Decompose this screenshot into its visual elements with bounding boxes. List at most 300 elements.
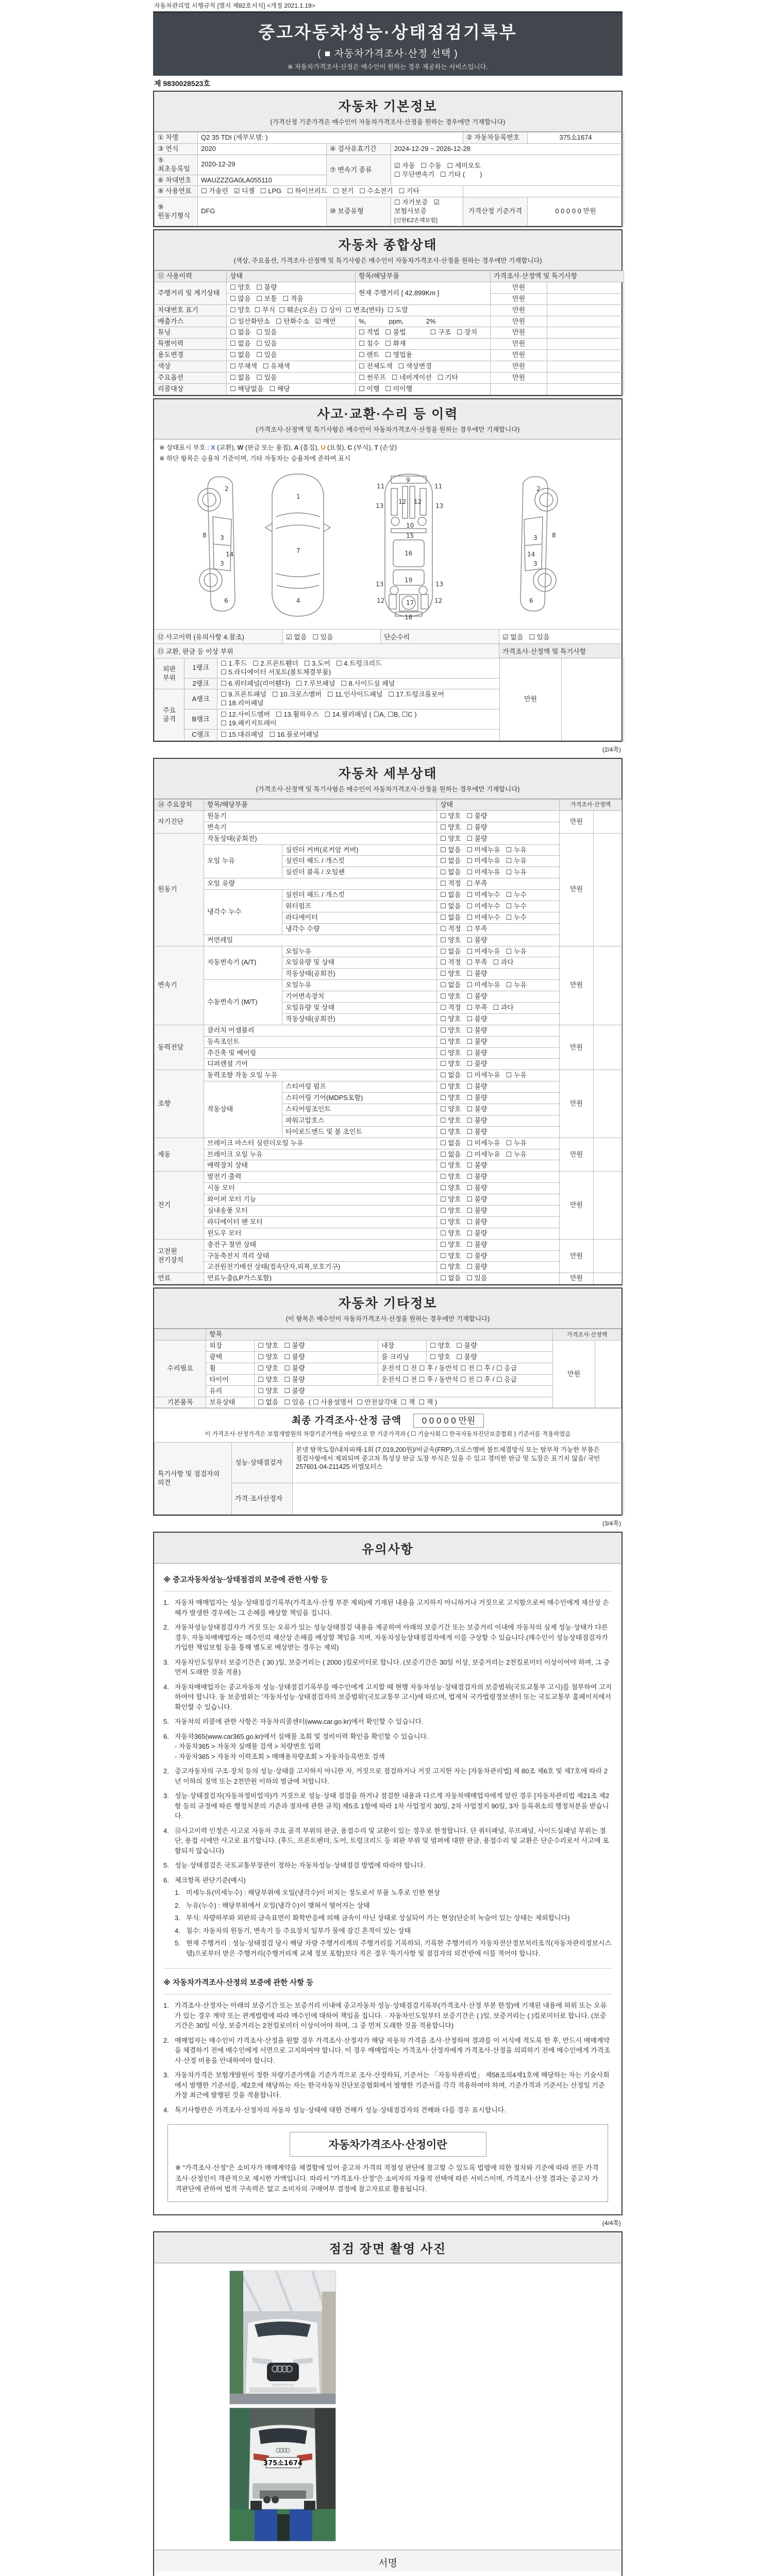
code-c-label: (부식),	[352, 444, 375, 451]
notice-subitem	[175, 1888, 612, 1898]
state: ☐ 양호 ☐ 불량	[437, 1250, 560, 1262]
item: 실린더 커버(로커암 커버)	[282, 844, 437, 856]
note-cell	[594, 1273, 622, 1284]
vin-mark-state: ☐ 양호 ☐ 부식 ☐ 훼손(오손) ☐ 상이 ☐ 변조(변타) ☐ 도말	[227, 304, 491, 316]
item-number: 1.	[175, 1889, 180, 1897]
state: ☐ 없음 ☐ 미세누유 ☐ 누유	[437, 1138, 560, 1149]
document-title: 중고자동차성능·상태점검기록부	[258, 23, 517, 42]
group-electric: 전기	[155, 1172, 204, 1239]
item-number: 4.	[163, 1683, 169, 1691]
rankB-label: B랭크	[184, 709, 217, 730]
recall-label: 리콜대상	[155, 383, 227, 395]
overall-table	[154, 270, 624, 395]
item: 시동 모터	[204, 1183, 437, 1194]
exchange-rank-table	[154, 658, 624, 741]
note-cell	[547, 282, 624, 293]
item-text: 자동차의 리콜에 관한 사항은 자동차리콜센터(www.car.go.kr)에서 확인할 수 있습니다.	[175, 1718, 424, 1726]
notice-subitem	[175, 1901, 612, 1911]
rankC-label: C랭크	[184, 730, 217, 741]
state: ☐ 없음 ☐ 있음	[437, 1273, 560, 1284]
state: ☐ 양호 ☐ 불량	[437, 991, 560, 1003]
code-u-label: (요철),	[325, 444, 348, 451]
table-row	[155, 304, 624, 316]
item: 기어변속장치	[282, 991, 437, 1003]
notice-heading-2: ※ 자동차가격조사·산정의 보증에 관한 사항 등	[163, 1968, 612, 1994]
code-a-label: (흠집),	[298, 444, 321, 451]
note-cell	[594, 1138, 622, 1172]
glass-label: 유리	[206, 1385, 255, 1397]
price-unit: 만원	[560, 1070, 594, 1138]
item: 실내송풍 모터	[204, 1206, 437, 1217]
item-text-main: 자동차365(www.car365.go.kr)에서 실매물 조회 및 정비이력 확인을 확인할 수 있습니다.	[175, 1732, 429, 1740]
col-state: 상태	[227, 271, 356, 282]
price-unit: 만원	[491, 338, 547, 350]
sub-operation: 작동상태	[204, 1081, 282, 1138]
item-number: 3.	[175, 1914, 180, 1922]
item: 동력조향 작동 오일 누유	[204, 1070, 437, 1081]
item-number: 6.	[163, 1732, 169, 1740]
empty-header	[155, 1329, 206, 1341]
price-unit: 만원	[560, 1138, 594, 1172]
state: ☐ 없음 ☐ 미세누수 ☐ 누수	[437, 912, 560, 923]
mileage-item: 현재 주행거리 [ 42,899Km ]	[356, 282, 491, 304]
state: ☐ 양호 ☐ 불량	[437, 1059, 560, 1070]
state: ☐ 없음 ☐ 미세누유 ☐ 누유	[437, 980, 560, 991]
document-subtitle: ( ■ 자동차가격조사·산정 선택 )	[317, 48, 458, 59]
definition-box-title: 자동차가격조사·산정이란	[290, 2132, 486, 2157]
note-cell	[594, 946, 622, 1025]
document-number: 제 9830028523호	[154, 79, 210, 88]
state: ☐ 적정 ☐ 부족	[437, 923, 560, 935]
state: ☐ 없음 ☐ 미세누수 ☐ 누수	[437, 890, 560, 901]
item-text: 침수: 자동차의 원동기, 변속기 등 주요장치 일부가 물에 잠긴 흔적이 있는 상태	[186, 1926, 411, 1935]
wheel-detail: 운전석 ☐ 전 ☐ 후 / 동반석 ☐ 전 ☐ 후 / ☐ 응급	[378, 1363, 553, 1374]
notice-item	[163, 1622, 612, 1653]
note-cell	[594, 1070, 622, 1138]
table-row	[155, 338, 624, 350]
notice-subitem	[175, 1913, 612, 1923]
emission-label: 배출가스	[155, 316, 227, 327]
price-unit: 만원	[560, 946, 594, 1025]
table-row	[155, 372, 624, 384]
item-number: 6.	[163, 1876, 169, 1884]
code-t: T	[374, 444, 378, 451]
accident-subtitle: (가격조사·산정액 및 특기사항은 매수인이 자동차가격조사·산정을 원하는 경우에만 기재합니다)	[256, 426, 520, 433]
warranty-insurer: [신한EZ손해보험]	[394, 217, 438, 224]
form-reference: 자동차관리법 시행규칙 [별지 제82호서식] <개정 2021.1.19>	[154, 2, 315, 9]
inspector-label: 성능·상태점검자	[232, 1443, 293, 1483]
engine-type-value: DFG	[198, 197, 327, 226]
item-text: 자동차성능상태점검자가 거짓 또는 오류가 있는 성능상태점검 내용을 제공하여 아래의 보증기간 또는 보증거리 이내에 자동차의 실제 성능·상태가 다른 경우, 자동차매매업자는 매수인의 재산상 손해를 배상할 책임을 지며, 자동차성능상태점검자에게 이를 구상할 수 있습니다.(매수인이 성능상태점검자가 가입한 책임보험 등을 통해 별도로 배상받는 경우는 제외)	[175, 1623, 608, 1652]
opinion-table	[154, 1442, 624, 1515]
col-use-history: ⑪ 사용이력	[155, 271, 227, 282]
section-etc-info	[153, 1287, 623, 1516]
item-text: 자동차매매업자는 중고자동차 성능·상태점검기록부를 매수인에게 고지할 때 현행 자동차성능·상태점검자의 보증범위(국토교통부 고시)를 첨부하여 고지하여야 합니다. 동 보증범위는 '자동차성능·상태점검자의 보증범위'(국토교통부 고시)에 따르며, 법제처 국가법령정보센터 또는 국토교통부 홈페이지에서 확인할 수 있습니다.	[175, 1683, 612, 1711]
item-text: 중고자동차의 구조·장치 등의 성능·상태를 고지하지 아니한 자, 거짓으로 점검하거나 거짓 고지한 자는 [자동차관리법] 제 80조 제6호 및 제7호에 따라 2년 이하의 징역 또는 2천만원 이하의 벌금에 처합니다.	[175, 1767, 608, 1785]
photos-title: 점검 장면 촬영 사진	[154, 2232, 621, 2263]
mileage-label: 주행거리 및 계기상태	[155, 282, 227, 304]
vin-mark-label: 차대번호 표기	[155, 304, 227, 316]
item-text-main: 체크항목 판단기준(예시)	[175, 1876, 246, 1884]
table-row	[155, 935, 622, 946]
item: 작동상태(공회전)	[204, 833, 437, 844]
state: ☐ 양호 ☐ 불량	[437, 1160, 560, 1172]
state: ☐ 양호 ☐ 불량	[437, 1228, 560, 1239]
detail-subtitle: (가격조사·산정액 및 특기사항은 매수인이 자동차가격조사·산정을 원하는 경우에만 기재합니다)	[256, 785, 520, 793]
price-unit: 만원	[560, 833, 594, 946]
svg-text:19: 19	[404, 576, 412, 584]
reg-no-label: ② 자동차등록번호	[463, 132, 528, 144]
page-marker-3: (3/4쪽)	[602, 1520, 621, 1528]
car-name-label: ① 차명	[155, 132, 198, 144]
rankB-line2: ☐ 19.패키지트레이	[221, 719, 277, 727]
item-text: 성능·상태점검자(자동차정비업자)가 거짓으로 성능·상태 점검을 하거나 점검한 내용과 다르게 자동차매매업자에게 알린 경우 [자동차관리법 제21조 제2항 등의 규정에 따른 행정처분의 기준과 절차에 관한 규칙] 제5조 1항에 따라 1차 사업정지 30일, 2차 사업정지 90일, 3차 등록취소의 행정처분을 받습니다.	[175, 1792, 610, 1820]
table-row	[155, 186, 624, 197]
glass-state: ☐ 양호 ☐ 불량	[255, 1385, 553, 1397]
note-cell	[595, 1341, 621, 1408]
item-number: 1.	[163, 1599, 169, 1607]
col-state: 상태	[437, 799, 560, 810]
item: 실린더 헤드 / 개스킷	[282, 890, 437, 901]
item: 라디에이터	[282, 912, 437, 923]
item: 브레이크 마스터 실린더오일 누유	[204, 1138, 437, 1149]
section-basic-info	[153, 91, 623, 227]
section-accident-history	[153, 398, 623, 742]
tire-label: 타이어	[206, 1374, 255, 1385]
group-powertrain: 동력전달	[155, 1025, 204, 1070]
item-number: 3.	[163, 1792, 169, 1800]
state: ☐ 양호 ☐ 불량	[437, 822, 560, 833]
svg-text:11: 11	[434, 482, 442, 490]
outer-panel-label: 외판 부위	[155, 658, 184, 689]
state: ☐ 적정 ☐ 부족 ☐ 과다	[437, 957, 560, 969]
table-row	[155, 1194, 622, 1206]
color-item: ☐ 전체도색 ☐ 색상변경	[356, 361, 491, 372]
table-row	[155, 822, 622, 833]
license-plate-text: 375소1674	[263, 2459, 303, 2467]
sub-coolant-leak: 냉각수 누수	[204, 890, 282, 935]
price-unit: 만원	[553, 1341, 595, 1408]
col-item: 항목	[206, 1329, 553, 1341]
item-text: 누유(누수) : 해당부위에서 오일(냉각수)이 맺혀서 떨어지는 상태	[186, 1901, 370, 1909]
table-row	[155, 1397, 621, 1408]
note-cell	[594, 1239, 622, 1273]
section-notice	[153, 1532, 623, 2215]
exchange-price-header: 가격조사·산정액 및 특기사항	[499, 644, 621, 658]
interior-state: ☐ 양호 ☐ 불량	[427, 1341, 553, 1352]
item-number: 5.	[175, 1939, 180, 1947]
svg-text:10: 10	[406, 521, 414, 529]
etc-title: 자동차 기타정보	[338, 1296, 438, 1311]
notice-item	[163, 1826, 612, 1856]
col-item: 항목/해당부품	[356, 271, 491, 282]
basic-items-label: 기본품목	[155, 1397, 206, 1408]
etc-table	[154, 1329, 621, 1408]
item-number: 4.	[175, 1926, 180, 1935]
simple-repair-state: ☑ 없음 ☐ 있음	[502, 633, 550, 641]
gloss-state: ☐ 양호 ☐ 불량	[255, 1352, 378, 1363]
item-text: 부식: 차량하부와 외판의 금속표면이 화학반응에 의해 금속이 아닌 상태로 상실되어 가는 현상(단순히 녹슬어 있는 상태는 제외합니다)	[186, 1914, 570, 1922]
first-reg-label: ⑤ 최초등록일	[155, 155, 198, 175]
table-row	[155, 1216, 622, 1228]
item: 브레이크 오일 누유	[204, 1149, 437, 1160]
group-steering: 조향	[155, 1070, 204, 1138]
svg-text:16: 16	[404, 549, 412, 557]
price-unit: 만원	[491, 350, 547, 361]
empty-cell	[463, 186, 624, 197]
car-name-value: Q2 35 TDI (세부모델: )	[198, 132, 463, 144]
notice-item	[163, 1732, 612, 1762]
first-reg-value: 2020-12-29	[198, 155, 327, 175]
note-cell	[491, 383, 547, 395]
group-transmission: 변속기	[155, 946, 204, 1025]
item: 오일누유	[282, 946, 437, 957]
notice-title: 유의사항	[154, 1533, 621, 1564]
item-text	[175, 1875, 612, 1961]
section-detail-state	[153, 758, 623, 1285]
item: 연료누출(LP가스포함)	[204, 1273, 437, 1284]
price-unit: 만원	[491, 372, 547, 384]
table-row	[155, 327, 624, 338]
page-marker-4: (4/4쪽)	[602, 2219, 621, 2227]
gloss-label: 광택	[206, 1352, 255, 1363]
svg-text:8: 8	[551, 531, 556, 539]
state: ☐ 양호 ☐ 불량	[437, 1172, 560, 1183]
fuel-options: ☐ 가솔린 ☑ 디젤 ☐ LPG ☐ 하이브리드 ☐ 전기 ☐ 수소전기 ☐ 기타	[198, 186, 463, 197]
sub-at: 자동변속기 (A/T)	[204, 946, 282, 980]
group-fuel: 연료	[155, 1273, 204, 1284]
svg-text:8: 8	[202, 531, 207, 539]
exchange-header-row	[154, 643, 621, 658]
state: ☐ 양호 ☐ 불량	[437, 935, 560, 946]
table-row	[155, 1206, 622, 1217]
fuel-label: ⑧ 사용연료	[155, 186, 198, 197]
price-unit: 만원	[560, 1273, 594, 1284]
notice-subitem	[175, 1926, 612, 1936]
svg-text:18: 18	[404, 613, 412, 621]
inspection-photo-rear	[229, 2408, 336, 2541]
note-cell	[594, 1025, 622, 1070]
svg-text:2: 2	[536, 485, 541, 493]
note-cell	[547, 372, 624, 384]
note-cell	[594, 833, 622, 946]
item: 실린더 블록 / 오일팬	[282, 867, 437, 878]
table-row	[155, 383, 624, 395]
transmission-options	[391, 155, 624, 186]
main-option-state: ☐ 없음 ☐ 있음	[227, 372, 356, 384]
table-row	[155, 1352, 621, 1363]
item: 추진축 및 베어링	[204, 1047, 437, 1059]
final-price-value: 0 0 0 0 0 만원	[413, 1414, 484, 1428]
state: ☐ 없음 ☐ 미세누유 ☐ 누유	[437, 856, 560, 867]
special-history-item: ☐ 침수 ☐ 화재	[356, 338, 491, 350]
item: 파워고압호스	[282, 1115, 437, 1126]
item: 발전기 출력	[204, 1172, 437, 1183]
item-number: 2.	[163, 1767, 169, 1775]
state: ☐ 없음 ☐ 미세누유 ☐ 누유	[437, 844, 560, 856]
item: 라디에이터 팬 모터	[204, 1216, 437, 1228]
item: 고전원전기배선 상태(접속단자,피복,보호기구)	[204, 1262, 437, 1273]
table-row	[155, 1273, 622, 1284]
svg-text:3: 3	[220, 560, 224, 567]
table-row	[155, 890, 622, 901]
table-header-row	[155, 1329, 621, 1341]
item-text	[175, 1732, 612, 1762]
code-t-label: (손상)	[378, 444, 397, 451]
mileage-state2: ☐ 많음 ☐ 보통 ☐ 적음	[227, 293, 356, 304]
table-row	[155, 361, 624, 372]
state: ☐ 양호 ☐ 불량	[437, 1239, 560, 1250]
title-banner	[153, 11, 623, 76]
svg-text:13: 13	[435, 502, 443, 510]
table-row	[155, 316, 624, 327]
notice-item	[163, 2105, 612, 2115]
note-cell	[547, 316, 624, 327]
item-text: 성능·상태점검은 국토교통부장관이 정하는 자동차성능·상태점검 방법에 따라야 합니다.	[175, 1861, 426, 1870]
item: 클러치 어셈블리	[204, 1025, 437, 1036]
notice-body	[154, 1564, 621, 2214]
state: ☐ 없음 ☐ 미세누유 ☐ 누유	[437, 1149, 560, 1160]
item-text: 특기사항란은 가격조사·산정자의 자동차 성능·상태에 대한 견해가 성능·상태점검자의 견해와 다를 경우 표시합니다.	[175, 2106, 506, 2114]
usage-change-label: 용도변경	[155, 350, 227, 361]
emission-values: %, ppm, 2%	[356, 316, 491, 327]
code-a: A	[294, 444, 299, 451]
tire-detail: 운전석 ☐ 전 ☐ 후 / 동반석 ☐ 전 ☐ 후 / ☐ 응급	[378, 1374, 553, 1385]
item: 오일 유량	[204, 878, 437, 890]
state: ☐ 적정 ☐ 부족	[437, 878, 560, 890]
svg-text:14: 14	[527, 550, 535, 558]
item-number: 3.	[163, 1658, 169, 1666]
warranty-options-text: ☐ 자가보증 ☑ 보험사보증	[394, 198, 442, 215]
svg-text:1: 1	[296, 493, 300, 500]
note-cell	[562, 658, 624, 740]
warranty-options	[391, 197, 463, 226]
table-row	[155, 1025, 622, 1036]
color-state: ☐ 무채색 ☐ 유채색	[227, 361, 356, 372]
table-row	[155, 810, 622, 822]
table-row	[155, 1183, 622, 1194]
price-appraisal-definition-box	[167, 2124, 608, 2201]
notice-item	[163, 1682, 612, 1713]
state: ☐ 양호 ☐ 불량	[437, 1025, 560, 1036]
engine-type-label: ⑨ 원동기형식	[155, 197, 198, 226]
svg-text:4: 4	[296, 597, 300, 604]
notice-item	[163, 2036, 612, 2066]
code-w: W	[237, 444, 244, 451]
car-diagram	[154, 466, 621, 629]
notice-item	[163, 1598, 612, 1618]
item-number: 2.	[175, 1901, 180, 1909]
item: 구동축전지 격리 상태	[204, 1250, 437, 1262]
item: 스티어링조인트	[282, 1104, 437, 1115]
sub-oil-leak: 오일 누유	[204, 844, 282, 878]
tire-state: ☐ 양호 ☐ 불량	[255, 1374, 378, 1385]
exterior-label: 외장	[206, 1341, 255, 1352]
note-cell	[547, 383, 624, 395]
roomcleaning-label: 룸 크리닝	[378, 1352, 427, 1363]
notice-item	[163, 1791, 612, 1821]
special-history-state: ☐ 없음 ☐ 있음	[227, 338, 356, 350]
note-cell	[547, 304, 624, 316]
section-photos	[153, 2231, 623, 2576]
holding-options: ☐ 없음 ☐ 있음 ( ☐ 사용설명서 ☐ 안전삼각대 ☐ 잭 ☐ 잭 )	[255, 1397, 553, 1408]
insurance-fee	[154, 2571, 621, 2576]
opinion-label: 특기사항 및 점검자의 의견	[155, 1443, 232, 1515]
inspection-record-document	[153, 0, 623, 2576]
svg-text:13: 13	[435, 580, 443, 588]
item: 배력장치 상태	[204, 1160, 437, 1172]
roomcleaning-state: ☐ 양호 ☐ 불량	[427, 1352, 553, 1363]
svg-text:12: 12	[434, 597, 442, 604]
item-text: 자동차 매매업자는 성능·상태점검기록부(가격조사·산정 부분 제외)에 기재된 내용을 고지하지 아니하거나 거짓으로 고지함으로써 매수인에게 재산상 손해가 발생한 경우에는 그 손해를 배상할 책임을 집니다.	[175, 1599, 609, 1617]
code-w-label: (판금 또는 용접),	[243, 444, 294, 451]
notice-item	[163, 2001, 612, 2031]
year-label: ③ 연식	[155, 143, 198, 155]
reg-no-value: 375소1674	[528, 132, 624, 144]
state: ☐ 양호 ☐ 불량	[437, 1115, 560, 1126]
table-row	[155, 833, 622, 844]
table-row	[155, 878, 622, 890]
notice-item	[163, 1860, 612, 1871]
note-cell	[547, 293, 624, 304]
svg-text:12: 12	[413, 498, 422, 505]
notice-heading-1: ※ 중고자동차성능·상태점검의 보증에 관한 사항 등	[163, 1569, 612, 1591]
table-header-row	[155, 271, 624, 282]
item: 오일유량 및 상태	[282, 1002, 437, 1013]
state: ☐ 양호 ☐ 불량	[437, 1206, 560, 1217]
wheel-label: 휠	[206, 1363, 255, 1374]
table-row	[155, 1385, 621, 1397]
code-x: X	[211, 444, 215, 451]
item-text: 자동차인도일부터 보증기간은 ( 30 )일, 보증거리는 ( 2000 )킬로미터로 합니다. (보증기간은 30일 이상, 보증거리는 2천킬로미터 이상이어야 하며, 그 중 먼저 도래한 것을 적용)	[175, 1658, 610, 1676]
svg-text:14: 14	[225, 550, 233, 558]
item-number: 5.	[163, 1861, 169, 1870]
year-value: 2020	[198, 143, 327, 155]
item-number: 4.	[163, 2106, 169, 2114]
group-brake: 제동	[155, 1138, 204, 1172]
detail-table	[154, 799, 622, 1284]
svg-text:15: 15	[406, 532, 414, 539]
rank2-items: ☐ 6.쿼터패널(리어휀다) ☐ 7.루브패널 ☐ 8.사이드실 패널	[217, 678, 500, 689]
definition-box-text: ※ "가격조사·산정"은 소비자가 매매계약을 체결함에 있어 중고차 가격의 적절성 판단에 참고할 수 있도록 법령에 의한 절차와 기준에 따라 전문 가격조사·산정인이 객관적으로 제시한 가액입니다. 따라서 "가격조사·산정"은 소비자의 자율적 선택에 따른 서비스이며, 가격조사·산정 결과는 중고차 가격판단에 관하여 법적 구속력은 없고 소비자의 구매여부 결정에 참고자료로 활용됩니다.	[175, 2164, 599, 2193]
accident-history-row	[154, 629, 621, 643]
code-c: C	[347, 444, 352, 451]
recall-state: ☐ 해당없음 ☐ 해당	[227, 383, 356, 395]
table-row	[155, 350, 624, 361]
item-text: 현재 주행거리 : 성능·상태점검 당시 해당 차량 주행거리계의 주행거리를 기록하되, 기록한 주행거리가 자동차전산정보처리조직(자동차관리정보시스템)으로부터 받은 주행거리(주행거리계 교체 정보 포함)보다 적은 경우 '특기사항 및 점검자의 의견'란에 이를 적어야 합니다.	[186, 1939, 612, 1957]
svg-text:13: 13	[375, 502, 383, 510]
accident-header	[154, 399, 621, 439]
overall-subtitle: (색상, 주요옵션, 가격조사·산정액 및 특기사항은 매수인이 자동차가격조사·산정을 원하는 경우에만 기재합니다)	[233, 257, 542, 265]
item-number: 5.	[163, 1718, 169, 1726]
table-row	[155, 1036, 622, 1047]
state: ☐ 양호 ☐ 불량	[437, 1194, 560, 1206]
tuning-label: 튜닝	[155, 327, 227, 338]
rank2-label: 2랭크	[184, 678, 217, 689]
vin-label: ⑥ 차대번호	[155, 175, 198, 186]
state: ☐ 없음 ☐ 미세누유 ☐ 누유	[437, 1070, 560, 1081]
legend-prefix: ※ 상태표시 부호 :	[159, 444, 211, 451]
note-cell	[547, 350, 624, 361]
special-history-label: 특별이력	[155, 338, 227, 350]
recall-item: ☐ 이행 ☐ 미이행	[356, 383, 491, 395]
item-text: 매매업자는 매수인이 가격조사·산정을 원할 경우 가격조사·산정자가 해당 자동차 가격을 조사·산정하여 결과를 이 서식에 적도록 한 후, 반드시 매매계약을 체결하기 전에 매수인에게 서면으로 고지하여야 합니다. 이 경우 매매업자는 가격조사·산정자에게 가격조사·산정을 의뢰하기 전에 매수인에게 가격조사·산정 비용을 안내하여야 합니다.	[175, 2036, 611, 2064]
table-row	[155, 1070, 622, 1081]
table-header-row	[155, 799, 622, 810]
state: ☐ 양호 ☐ 불량	[437, 1183, 560, 1194]
svg-text:3: 3	[220, 534, 224, 541]
state: ☐ 없음 ☐ 미세누유 ☐ 누유	[437, 946, 560, 957]
